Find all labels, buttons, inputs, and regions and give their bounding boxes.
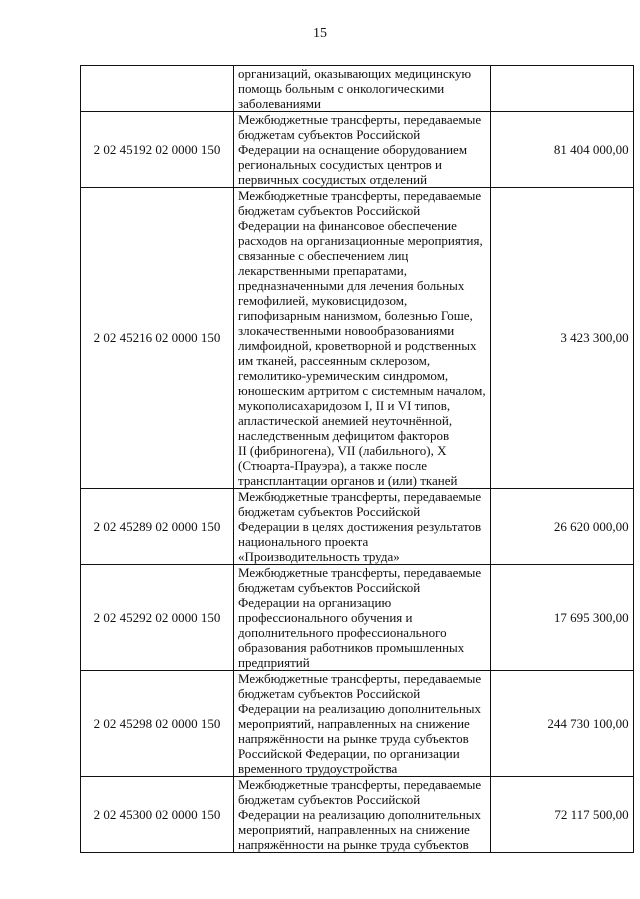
description-line: национального проекта (238, 534, 369, 549)
description-line: Федерации на финансовое обеспечение (238, 218, 457, 233)
description-line: II (фибриногена), VII (лабильного), X (238, 443, 447, 458)
table-row (81, 188, 634, 489)
description-line: «Производительность труда» (238, 549, 400, 564)
amount-cell: 72 117 500,00 (490, 777, 633, 853)
description-cell (234, 777, 491, 853)
description-line: Межбюджетные трансферты, передаваемые (238, 112, 482, 127)
description-line: бюджетам субъектов Российской (238, 686, 421, 701)
description-line: расходов на организационные мероприятия, (238, 233, 483, 248)
table-row (81, 671, 634, 777)
description-line: предприятий (238, 655, 310, 670)
budget-code-cell: 2 02 45216 02 0000 150 (81, 188, 234, 489)
description-line: Федерации на реализацию дополнительных (238, 807, 482, 822)
description-line: дополнительного профессионального (238, 625, 447, 640)
description-line: лекарственными препаратами, (238, 263, 407, 278)
description-line: им тканей, рассеянным склерозом, (238, 353, 431, 368)
description-line: (Стюарта-Прауэра), а также после (238, 458, 428, 473)
description-line: апластической анемией неуточнённой, (238, 413, 453, 428)
description-line: Межбюджетные трансферты, передаваемые (238, 671, 482, 686)
description-line: Межбюджетные трансферты, передаваемые (238, 188, 482, 203)
table-row (81, 112, 634, 188)
description-line: лимфоидной, кроветворной и родственных (238, 338, 477, 353)
description-line: трансплантации органов и (или) тканей (238, 473, 458, 488)
description-line: профессионального обучения и (238, 610, 413, 625)
description-line: Федерации на организацию (238, 595, 392, 610)
description-line: гипофизарным нанизмом, болезнью Гоше, (238, 308, 473, 323)
description-line: бюджетам субъектов Российской (238, 792, 421, 807)
description-line: первичных сосудистых отделений (238, 172, 428, 187)
table-row (81, 489, 634, 565)
amount-cell: 26 620 000,00 (490, 489, 633, 565)
description-line: Федерации на реализацию дополнительных (238, 701, 482, 716)
table-row (81, 777, 634, 853)
description-line: региональных сосудистых центров и (238, 157, 443, 172)
budget-code-cell: 2 02 45292 02 0000 150 (81, 565, 234, 671)
description-line: связанные с обеспечением лиц (238, 248, 409, 263)
amount-cell: 244 730 100,00 (490, 671, 633, 777)
page-number: 15 (313, 26, 327, 41)
amount-cell (490, 66, 633, 112)
description-line: юношеским артритом с системным началом, (238, 383, 486, 398)
description-line: Федерации в целях достижения результатов (238, 519, 482, 534)
amount-cell: 81 404 000,00 (490, 112, 633, 188)
description-line: временного трудоустройства (238, 761, 398, 776)
budget-code-cell: 2 02 45289 02 0000 150 (81, 489, 234, 565)
description-line: бюджетам субъектов Российской (238, 203, 421, 218)
description-line: злокачественными новообразованиями (238, 323, 455, 338)
description-line: помощь больным с онкологическими (238, 81, 445, 96)
description-line: заболеваниями (238, 96, 321, 111)
description-line: организаций, оказывающих медицинскую (238, 66, 472, 81)
table-row (81, 66, 634, 112)
description-line: бюджетам субъектов Российской (238, 127, 421, 142)
description-line: Российской Федерации, по организации (238, 746, 460, 761)
description-line: Федерации на оснащение оборудованием (238, 142, 468, 157)
table-row (81, 565, 634, 671)
budget-code-cell (81, 66, 234, 112)
amount-cell: 17 695 300,00 (490, 565, 633, 671)
budget-code-cell: 2 02 45192 02 0000 150 (81, 112, 234, 188)
budget-code-cell: 2 02 45298 02 0000 150 (81, 671, 234, 777)
budget-code-cell: 2 02 45300 02 0000 150 (81, 777, 234, 853)
description-line: бюджетам субъектов Российской (238, 580, 421, 595)
description-line: предназначенными для лечения больных (238, 278, 465, 293)
description-line: Межбюджетные трансферты, передаваемые (238, 489, 482, 504)
description-line: бюджетам субъектов Российской (238, 504, 421, 519)
amount-cell: 3 423 300,00 (490, 188, 633, 489)
description-line: напряжённости на рынке труда субъектов (238, 731, 469, 746)
description-line: гемолитико-уремическим синдромом, (238, 368, 449, 383)
description-line: Межбюджетные трансферты, передаваемые (238, 777, 482, 792)
description-cell (234, 188, 491, 489)
description-line: мероприятий, направленных на снижение (238, 822, 470, 837)
budget-table-body (81, 66, 634, 853)
description-line: напряжённости на рынке труда субъектов (238, 837, 469, 852)
description-cell (234, 671, 491, 777)
budget-table (80, 65, 634, 853)
description-line: мукополисахаридозом I, II и VI типов, (238, 398, 451, 413)
description-line: образования работников промышленных (238, 640, 465, 655)
description-line: Межбюджетные трансферты, передаваемые (238, 565, 482, 580)
description-cell (234, 489, 491, 565)
description-line: мероприятий, направленных на снижение (238, 716, 470, 731)
description-cell (234, 112, 491, 188)
description-cell (234, 66, 491, 112)
description-line: гемофилией, муковисцидозом, (238, 293, 408, 308)
description-cell (234, 565, 491, 671)
description-line: наследственным дефицитом факторов (238, 428, 450, 443)
